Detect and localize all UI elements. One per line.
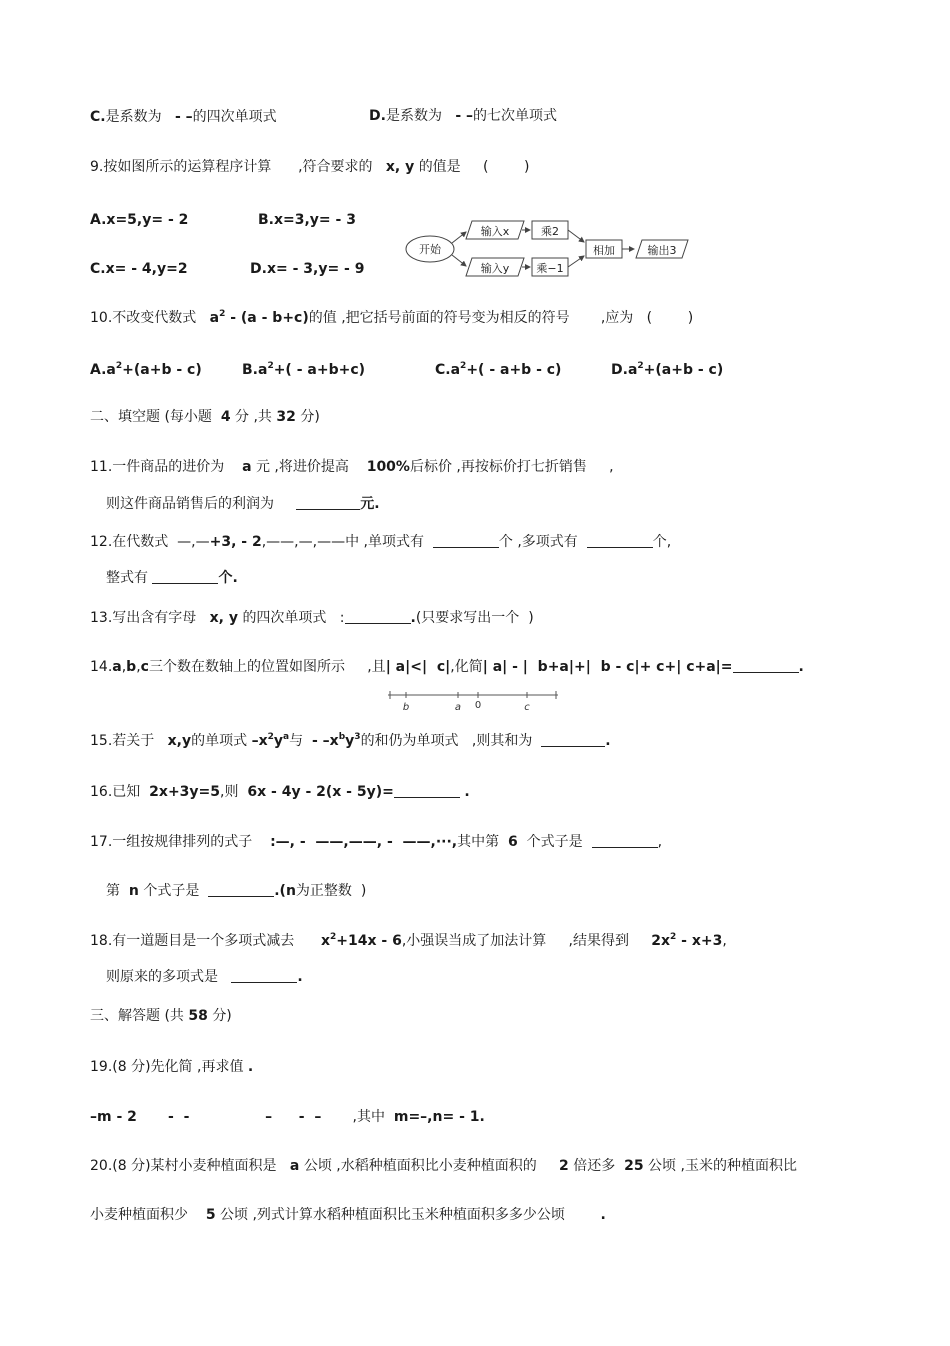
q11-line2: 则这件商品销售后的利润为 元. — [106, 496, 380, 512]
axis-label-a: a — [454, 702, 462, 713]
q10-stem: 10.不改变代数式 $a^2 - (a - b+c)$的值 ,把它括号前面的符号变为相反的符号 ,应为 ( ) — [90, 309, 694, 326]
q19-stem: 19.(8 分)先化简 ,再求值 . — [90, 1059, 254, 1075]
q12-polynomial-blank[interactable] — [587, 533, 653, 548]
q11-answer-blank[interactable] — [296, 495, 360, 510]
axis-label-b: b — [402, 702, 410, 713]
q13-answer-blank[interactable] — [345, 609, 411, 624]
q12-monomial-blank[interactable] — [433, 533, 499, 548]
q14-answer-blank[interactable] — [733, 658, 799, 673]
flow-add-label: 相加 — [593, 244, 615, 257]
q20-line1: 20.(8 分)某村小麦种植面积是 a 公顷 ,水稻种植面积比小麦种植面积的 2 倍还多 25 公顷 ,玉米的种植面积比 — [90, 1158, 797, 1174]
q10-option-b: $B.a^2+( - a+b+c)$ — [242, 361, 366, 378]
flow-input-x-label: 输入x — [480, 225, 510, 238]
q17-line1: 17.一组按规律排列的式子 :—, - ——,——, - ——,···,其中第 6 个式子是 , — [90, 834, 663, 850]
q12-line2: 整式有 个. — [106, 570, 238, 586]
flow-output-label: 输出3 — [647, 244, 677, 257]
q18-answer-blank[interactable] — [231, 968, 297, 983]
q18-line2: 则原来的多项式是 . — [106, 969, 303, 985]
q17-sixth-blank[interactable] — [592, 833, 658, 848]
q11-line1: 11.一件商品的进价为 a 元 ,将进价提高 100%后标价 ,再按标价打七折销售 , — [90, 459, 614, 475]
q17-line2: 第 n 个式子是 .(n为正整数 ) — [106, 883, 367, 899]
flow-input-y-label: 输入y — [480, 262, 510, 275]
q16-line: 16.已知 2x+3y=5,则 6x - 4y - 2(x - 5y)= . — [90, 784, 470, 800]
section-3-heading: 三、解答题 (共 58 分) — [90, 1008, 232, 1024]
q9-option-b: B.x=3,y= - 3 — [258, 212, 356, 228]
q9-option-c: C.x= - 4,y=2 — [90, 261, 188, 277]
q14-line: 14.a,b,c三个数在数轴上的位置如图所示 ,且| a|<| c|,化简| a| - | b+a|+| b - c|+ c+| c+a|= . — [90, 659, 804, 675]
q10-option-c: $C.a^2+( - a+b - c)$ — [435, 361, 562, 378]
axis-label-zero: 0 — [474, 700, 482, 711]
q9-flowchart — [400, 215, 700, 285]
q10-option-d: $D.a^2+(a+b - c)$ — [611, 361, 724, 378]
q15-answer-blank[interactable] — [541, 732, 605, 747]
q12-integral-blank[interactable] — [152, 569, 218, 584]
q9-stem: 9.按如图所示的运算程序计算 ,符合要求的 x, y 的值是 ( ) — [90, 159, 530, 175]
q16-answer-blank[interactable] — [394, 783, 460, 798]
section-2-heading: 二、填空题 (每小题 4 分 ,共 32 分) — [90, 409, 320, 425]
q9-option-d: D.x= - 3,y= - 9 — [250, 261, 365, 277]
q15-line: 15.若关于 x,y的单项式 $-x^2y^a$与 - $-x^by^3$的和仍为单项式 ,则其和为 . — [90, 732, 611, 749]
q10-option-a: $A.a^2+(a+b - c)$ — [90, 361, 202, 378]
flow-mul-neg1-label: 乘−1 — [536, 262, 564, 275]
q12-line1: 12.在代数式 —,—+3, - 2,——,—,——中 ,单项式有 个 ,多项式有 个, — [90, 534, 672, 550]
axis-label-c: c — [524, 702, 530, 713]
q13-line: 13.写出含有字母 x, y 的四次单项式 : .(只要求写出一个 ) — [90, 610, 534, 626]
flow-mul2-label: 乘2 — [541, 225, 559, 238]
q8-option-c: C.是系数为 - –的四次单项式 — [90, 109, 277, 125]
q20-line2: 小麦种植面积少 5 公顷 ,列式计算水稻种植面积比玉米种植面积多多少公顷 . — [90, 1207, 606, 1223]
q17-nth-blank[interactable] — [208, 882, 274, 897]
q14-number-line — [388, 690, 560, 716]
q9-option-a: A.x=5,y= - 2 — [90, 212, 189, 228]
q19-expression: –m - 2 - - – - – ,其中 m=–,n= - 1. — [90, 1109, 485, 1125]
flow-start-label: 开始 — [419, 243, 441, 256]
q8-option-d: D.是系数为 - –的七次单项式 — [369, 108, 557, 124]
q18-line1: 18.有一道题目是一个多项式减去 $x^2+14x - 6$,小强误当成了加法计算 ,结果得到 $2x^2 - x+3$, — [90, 932, 727, 949]
